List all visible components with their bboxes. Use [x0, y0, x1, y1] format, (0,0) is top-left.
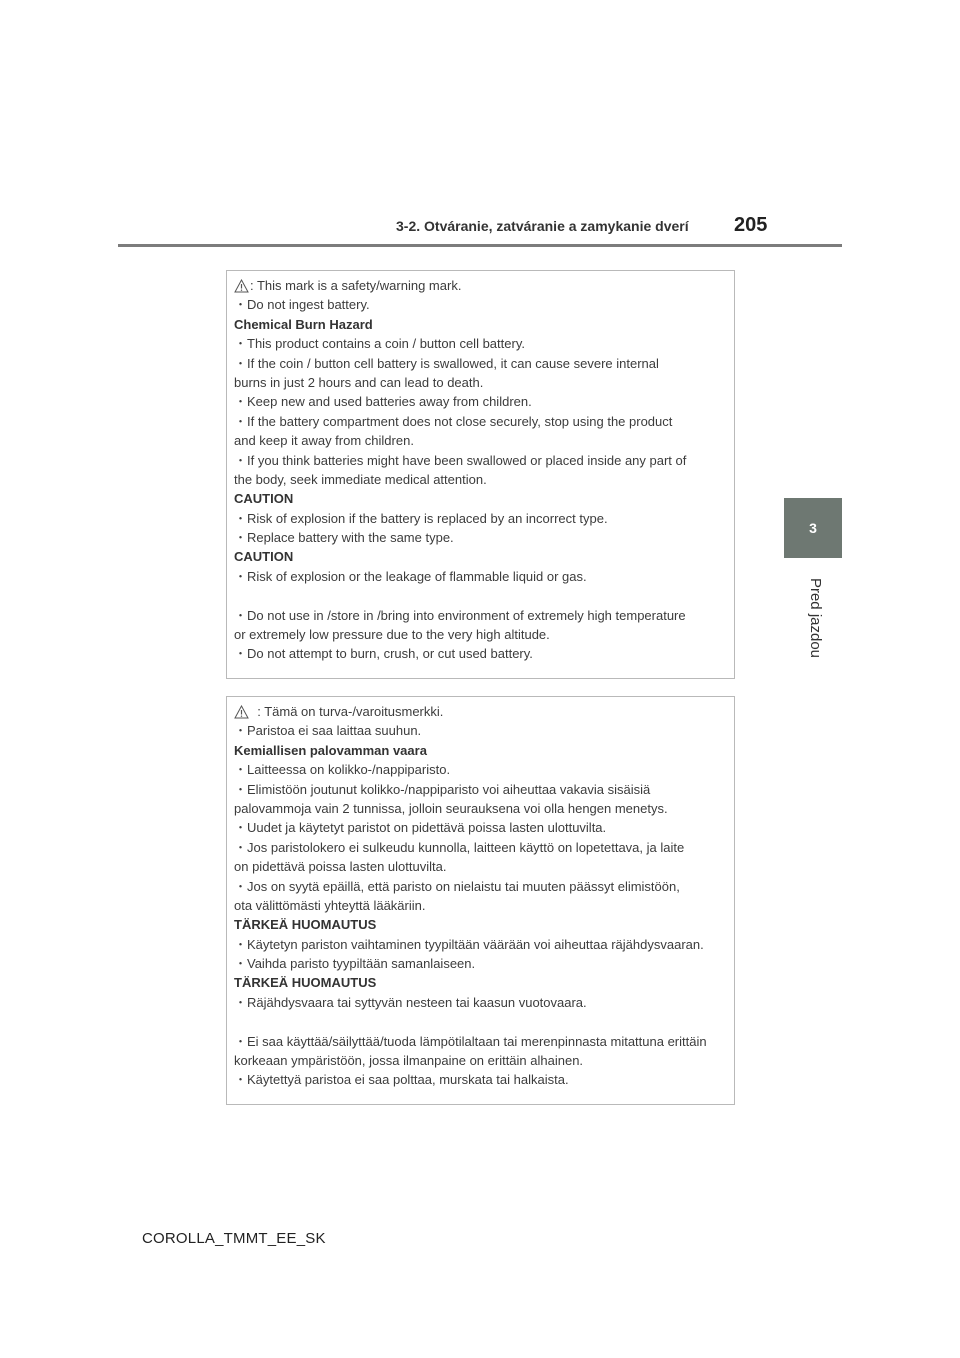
safety-mark-line: [234, 276, 728, 295]
warning-heading: CAUTION: [234, 549, 294, 565]
warning-line: ・Jos paristolokero ei sulkeudu kunnolla, laitteen käyttö on lopetettava, ja laite: [234, 839, 685, 855]
warning-lines: [234, 295, 728, 663]
warning-line: ・Risk of explosion or the leakage of flammable liquid or gas.: [234, 568, 587, 584]
warning-line: ota välittömästi yhteyttä lääkäriin.: [234, 897, 426, 913]
warning-line: ・Ei saa käyttää/säilyttää/tuoda lämpötilaltaan tai merenpinnasta mitattuna erittäin: [234, 1033, 707, 1049]
warning-line: ・Do not attempt to burn, crush, or cut used battery.: [234, 646, 533, 662]
warning-box-english: [226, 270, 735, 679]
warning-box-finnish: [226, 696, 735, 1105]
warning-line: ・Do not ingest battery.: [234, 297, 370, 313]
warning-line: ・Jos on syytä epäillä, että paristo on nielaistu tai muuten päässyt elimistöön,: [234, 878, 680, 894]
warning-line: ・If you think batteries might have been swallowed or placed inside any part of: [234, 452, 687, 468]
chapter-tab: [784, 498, 842, 558]
warning-line: burns in just 2 hours and can lead to death.: [234, 374, 484, 390]
warning-heading: Kemiallisen palovamman vaara: [234, 742, 427, 758]
warning-line: ・If the coin / button cell battery is swallowed, it can cause severe internal: [234, 355, 659, 371]
safety-mark-line: [234, 702, 728, 721]
warning-line: on pidettävä poissa lasten ulottuvilta.: [234, 859, 447, 875]
blank-line: [234, 1012, 728, 1031]
header-divider: [118, 244, 842, 247]
warning-line: ・Käytetyn pariston vaihtaminen tyypiltään väärään voi aiheuttaa räjähdysvaaran.: [234, 936, 704, 952]
section-title: 3-2. Otváranie, zatváranie a zamykanie dverí: [396, 218, 689, 234]
warning-line: and keep it away from children.: [234, 433, 414, 449]
warning-line: ・Käytettyä paristoa ei saa polttaa, murskata tai halkaista.: [234, 1072, 569, 1088]
warning-line: ・Laitteessa on kolikko-/nappiparisto.: [234, 762, 451, 778]
warning-heading: CAUTION: [234, 491, 294, 507]
warning-line: ・Elimistöön joutunut kolikko-/nappiparisto voi aiheuttaa vakavia sisäisiä: [234, 781, 651, 797]
page-number: 205: [734, 214, 768, 236]
warning-line: ・This product contains a coin / button cell battery.: [234, 336, 525, 352]
warning-heading: Chemical Burn Hazard: [234, 316, 373, 332]
warning-lines: [234, 721, 728, 1089]
warning-heading: TÄRKEÄ HUOMAUTUS: [234, 917, 377, 933]
safety-mark-text: : Tämä on turva-/varoitusmerkki.: [250, 704, 444, 719]
warning-line: ・If the battery compartment does not close securely, stop using the product: [234, 413, 673, 429]
blank-line: [234, 586, 728, 605]
warning-line: ・Keep new and used batteries away from children.: [234, 394, 532, 410]
warning-triangle-icon: [234, 279, 249, 293]
warning-line: ・Uudet ja käytetyt paristot on pidettävä poissa lasten ulottuvilta.: [234, 820, 607, 836]
chapter-number: 3: [809, 520, 817, 536]
chapter-title: Pred jazdou: [807, 577, 824, 659]
warning-line: ・Paristoa ei saa laittaa suuhun.: [234, 723, 422, 739]
warning-line: or extremely low pressure due to the very high altitude.: [234, 627, 550, 643]
warning-line: korkeaan ympäristöön, jossa ilmanpaine on erittäin alhainen.: [234, 1053, 584, 1069]
warning-line: ・Vaihda paristo tyypiltään samanlaiseen.: [234, 956, 476, 972]
warning-line: ・Do not use in /store in /bring into environment of extremely high temperature: [234, 607, 686, 623]
document-code: COROLLA_TMMT_EE_SK: [142, 1230, 326, 1247]
warning-line: the body, seek immediate medical attention.: [234, 471, 487, 487]
safety-mark-text: : This mark is a safety/warning mark.: [250, 278, 462, 293]
warning-line: ・Risk of explosion if the battery is replaced by an incorrect type.: [234, 510, 608, 526]
warning-triangle-icon: [234, 705, 249, 719]
warning-line: palovammoja vain 2 tunnissa, jolloin seurauksena voi olla hengen menetys.: [234, 800, 668, 816]
warning-line: ・Räjähdysvaara tai syttyvän nesteen tai kaasun vuotovaara.: [234, 994, 587, 1010]
warning-heading: TÄRKEÄ HUOMAUTUS: [234, 975, 377, 991]
warning-line: ・Replace battery with the same type.: [234, 530, 454, 546]
